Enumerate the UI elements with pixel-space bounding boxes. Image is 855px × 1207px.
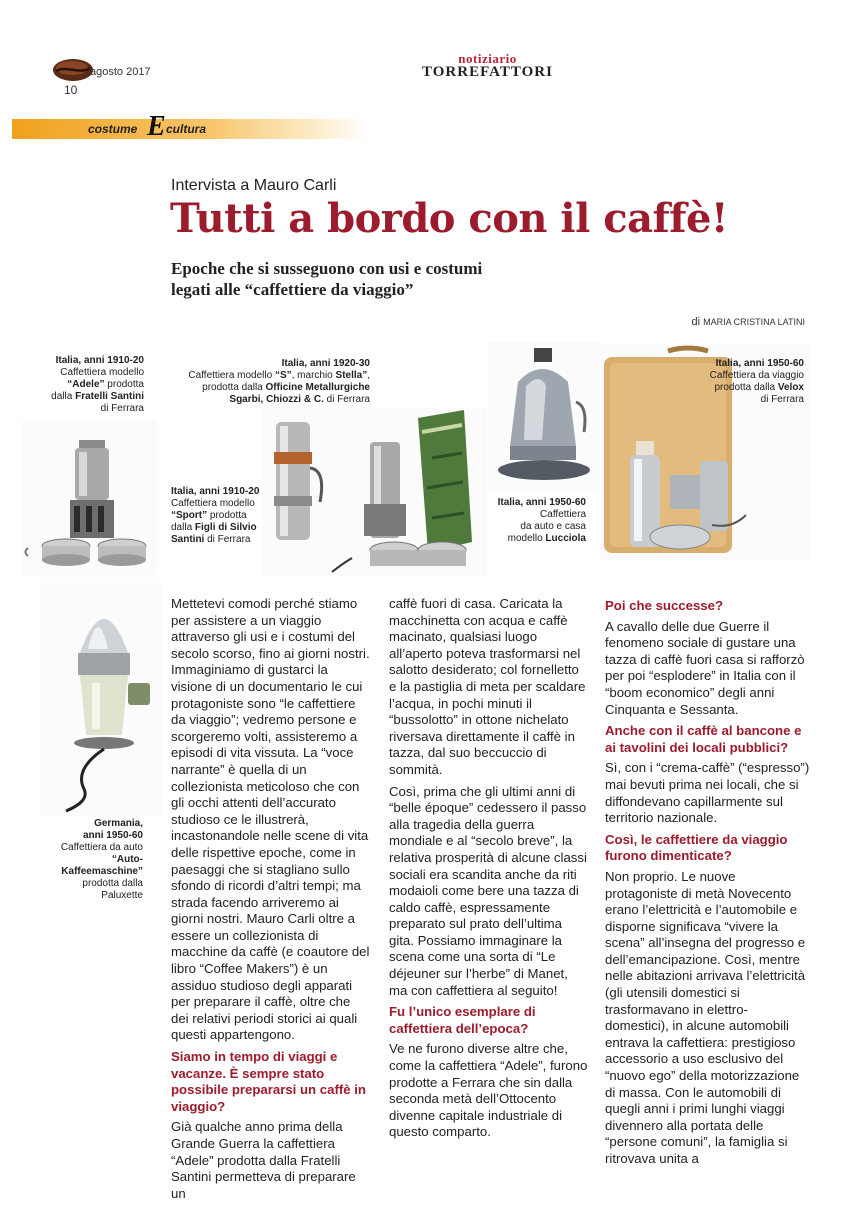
article-subtitle — [171, 258, 482, 300]
caption-germany-model-2: Kaffeemaschine” — [61, 866, 143, 877]
caption-germany-line-3: Paluxette — [101, 890, 143, 901]
subtitle-line-2: legati alle “caffettiere da viaggio” — [171, 280, 414, 299]
caption-velox-line-2: prodotta dalla — [714, 382, 776, 393]
caption-stella-line-3: , — [367, 370, 370, 381]
body-paragraph: A cavallo delle due Guerre il fenomeno sociale di gustare una tazza di caffè fuori casa si rafforzò per poi “esplodere” in Italia con il “boom economico” degli anni Cinquanta e Sessanta. — [605, 618, 805, 717]
body-paragraph: Ve ne furono diverse altre che, come la caffettiera “Adele”, furono prodotte a Ferrara che sin dalla seconda metà dell’Ottocento divenne capitale industriale di questo comparto. — [389, 1041, 588, 1140]
caption-velox-place: Italia, anni 1950-60 — [715, 358, 804, 369]
photo-auto-kaffeemaschine — [40, 583, 162, 816]
caption-sport-maker-2: Santini — [171, 534, 205, 545]
body-column-3 — [605, 596, 810, 1173]
caption-velox-line-3: di Ferrara — [760, 394, 804, 405]
section-connector: E — [147, 111, 166, 142]
masthead — [420, 52, 555, 80]
article-kicker: Intervista a Mauro Carli — [171, 177, 337, 194]
caption-stella-maker-2: Sgarbi, Chiozzi & C. — [229, 394, 324, 405]
caption-lucciola-place: Italia, anni 1950-60 — [497, 497, 586, 508]
interview-question: Anche con il caffè al bancone e ai tavolini dei locali pubblici? — [605, 723, 802, 755]
caption-adele-place: Italia, anni 1910-20 — [55, 355, 144, 366]
body-paragraph: Mettetevi comodi perché stiamo per assistere a un viaggio attraverso gli usi e i costumi del secolo scorso, fino ai giorni nostri. Immaginiamo di gustarci la visione di un documentario le cui protagoniste sono “le caffettiere da viaggio”; vedremo persone e scorgeremo volti, assisteremo a episodi di vita vissuta. La “voce narrante” è quella di un collezionista meticoloso che con gli occhi attenti dell’accurato studioso ce le illustrerà, incastonandole nelle scene di vita delle rispettive epoche, come in paesaggi che si stagliano sullo sfondo di ricordi d’altri tempi; ma strada facendo arriveremo ai giorni nostri. Mauro Carli oltre a essere un collezionista di macchine da caffè (e coautore del libro “Coffee Makers”) è un assiduo studioso degli apparati per preparare il caffè, oltre che dei relativi periodi storici ai quali questi appartengono. — [171, 596, 370, 1043]
caption-lucciola-line-2: da auto e casa — [520, 521, 586, 532]
caption-lucciola-model: Lucciola — [545, 533, 586, 544]
subtitle-line-1: Epoche che si susseguono con usi e costumi — [171, 259, 483, 278]
caption-germany-place-1: Germania, — [94, 818, 143, 829]
page-number: 10 — [64, 83, 78, 97]
interview-question: Poi che successe? — [605, 598, 724, 613]
masthead-small: notiziario — [458, 51, 517, 66]
header-date: agosto 2017 — [90, 66, 151, 78]
byline-prefix: di — [691, 316, 701, 328]
caption-germany-place-2: anni 1950-60 — [82, 830, 143, 841]
caption-stella-brand: Stella” — [335, 370, 368, 381]
body-column-2 — [389, 596, 589, 1146]
caption-sport — [171, 486, 271, 546]
caption-germany-line-1: Caffettiera da auto — [60, 842, 143, 853]
caption-stella — [170, 358, 370, 406]
caption-germany-model-1: “Auto- — [111, 854, 143, 865]
body-paragraph: caffè fuori di casa. Caricata la macchinetta con acqua e caffè macinato, qualsiasi luogo all’aperto poteva trasformarsi nel salotto desiderato; col fornelletto e la pastiglia di meta per scaldare l’acqua, in pochi minuti il “bussolotto” in ottone nichelato riversava direttamente il caffè in tazza, dal suo beccuccio di sommità. — [389, 596, 586, 777]
caption-sport-line-2: prodotta — [209, 510, 247, 521]
caption-lucciola — [478, 497, 586, 545]
caption-velox-maker: Velox — [777, 382, 804, 393]
caption-stella-line-5: di Ferrara — [326, 394, 370, 405]
byline — [692, 316, 805, 328]
caption-stella-place: Italia, anni 1920-30 — [281, 358, 370, 369]
coffee-bean-logo-icon — [52, 57, 94, 83]
caption-lucciola-line-3: modello — [507, 533, 543, 544]
caption-adele-model: “Adele” — [67, 379, 105, 390]
caption-germany — [30, 818, 143, 902]
body-paragraph: Così, prima che gli ultimi anni di “belle époque” cedessero il passo alla tragedia della guerra mondiale e al “secolo breve”, la relativa prosperità di alcune classi sociali era scandita anche da riti modaioli come bere una tazza di caldo caffè, espressamente preparato sul prato dell’ultima gita. Possiamo immaginare la scena come una sorta di “Le déjeuner sur l’herbe” di Manet, ma con caffettiera al seguito! — [389, 783, 587, 998]
body-paragraph: Già qualche anno prima della Grande Guerra la caffettiera “Adele” prodotta dalla Fratelli Santini permetteva di preparare un — [171, 1119, 356, 1201]
masthead-big: TORREFATTORI — [422, 64, 553, 80]
interview-question: Siamo in tempo di viaggi e vacanze. È sempre stato possibile prepararsi un caffè in viaggio? — [171, 1049, 366, 1114]
caption-stella-line-2: , marchio — [291, 370, 333, 381]
caption-sport-line-4: di Ferrara — [207, 534, 251, 545]
caption-velox-line-1: Caffettiera da viaggio — [709, 370, 804, 381]
section-label-left: costume — [88, 122, 138, 136]
interview-question: Fu l’unico esemplare di caffettiera dell’epoca? — [389, 1004, 536, 1036]
caption-velox — [680, 358, 804, 406]
caption-stella-line-4: prodotta dalla — [202, 382, 263, 393]
caption-stella-model: “S” — [274, 370, 292, 381]
caption-lucciola-line-1: Caffettiera — [540, 509, 586, 520]
body-column-1 — [171, 596, 371, 1207]
photo-lucciola-coffee-maker — [488, 342, 600, 492]
caption-stella-line-1: Caffettiera modello — [188, 370, 273, 381]
caption-sport-line-1: Caffettiera modello — [171, 498, 255, 509]
caption-sport-maker-1: Figli di Silvio — [194, 522, 257, 533]
photo-sport-stella-coffee-makers — [262, 408, 487, 576]
caption-sport-line-3: dalla — [171, 522, 193, 533]
caption-adele-line-3: dalla — [51, 391, 73, 402]
caption-sport-model: “Sport” — [171, 510, 208, 521]
body-paragraph: Non proprio. Le nuove protagoniste di metà Novecento erano l’elettricità e l’automobile e disporne significava “vivere la scena” all’insegna del progresso e dell’emancipazione. Così, mentre nelle abitazioni arrivava l’elettricità (gli utensili domestici si trasformavano in elettro-domestici), in alcune automobili entrava la caffettiera: prestigioso accessorio a uso esclusivo del “nuovo ego” della motorizzazione di massa. Con le automobili di quegli anni i primi lunghi viaggi divennero alla portata delle “persone comuni”, la famiglia si ritrovava unita a — [605, 868, 806, 1166]
byline-author: MARIA CRISTINA LATINI — [703, 317, 805, 327]
body-paragraph: Sì, con i “crema-caffè” (“espresso”) mai bevuti prima nei locali, che si diffondevano capillarmente sul territorio nazionale. — [605, 760, 810, 826]
photo-adele-coffee-maker — [22, 420, 157, 575]
caption-adele-maker: Fratelli Santini — [75, 391, 144, 402]
caption-adele-line-2: prodotta — [107, 379, 144, 390]
caption-sport-place: Italia, anni 1910-20 — [171, 486, 260, 497]
caption-stella-maker-1: Officine Metallurgiche — [265, 382, 370, 393]
caption-adele-line-1: Caffettiera modello — [60, 367, 144, 378]
caption-adele — [20, 355, 144, 415]
caption-adele-line-4: di Ferrara — [100, 403, 144, 414]
article-title: Tutti a bordo con il caffè! — [170, 195, 728, 242]
section-label-right: cultura — [166, 122, 207, 136]
interview-question: Così, le caffettiere da viaggio furono dimenticate? — [605, 831, 788, 864]
caption-germany-line-2: prodotta dalla — [82, 878, 143, 889]
